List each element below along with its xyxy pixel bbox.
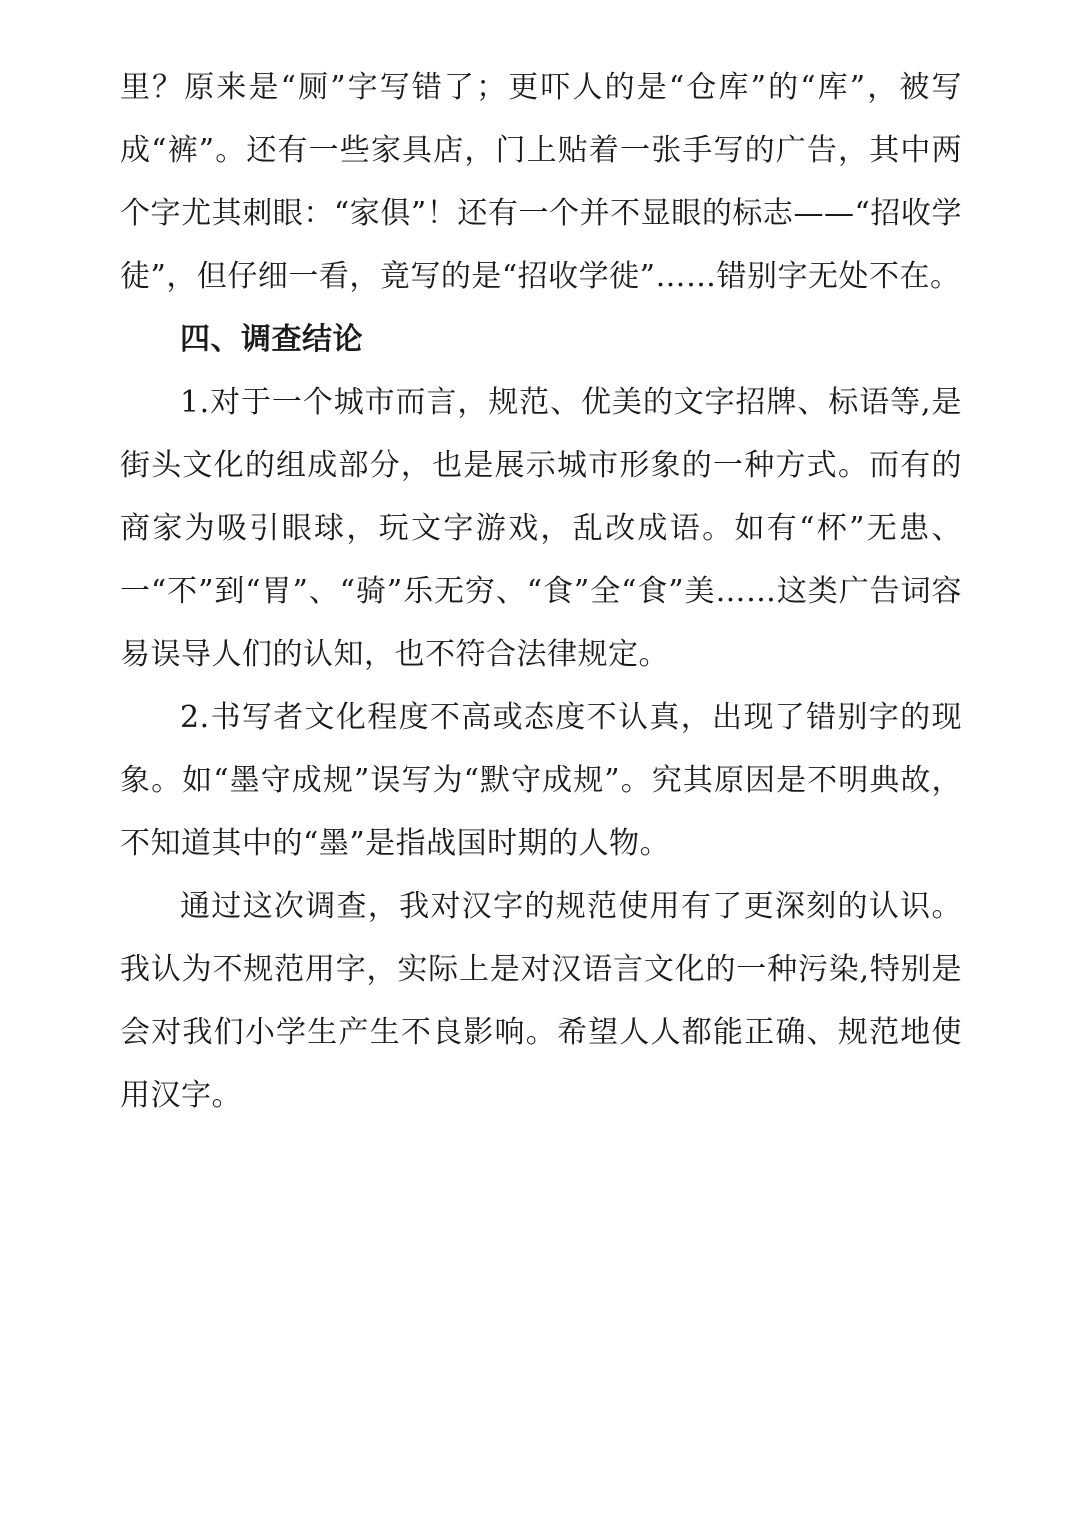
paragraph-point-2: 2.书写者文化程度不高或态度不认真，出现了错别字的现象。如“墨守成规”误写为“默守成规”。究其原因是不明典故，不知道其中的“墨”是指战国时期的人物。 <box>120 700 962 861</box>
paragraph-intro: 里？原来是“厕”字写错了；更吓人的是“仓库”的“库”，被写成“裤”。还有一些家具店，门上贴着一张手写的广告，其中两个字尤其刺眼：“家俱”！还有一个并不显眼的标志——“招收学徒”，但仔细一看，竟写的是“招收学徙”……错别字无处不在。 <box>120 70 962 294</box>
section-heading: 四、调查结论 <box>180 322 363 357</box>
paragraph-conclusion: 通过这次调查，我对汉字的规范使用有了更深刻的认识。我认为不规范用字，实际上是对汉语言文化的一种污染,特别是会对我们小学生产生不良影响。希望人人都能正确、规范地使用汉字。 <box>120 889 962 1113</box>
document-body <box>120 56 962 1127</box>
paragraph-point-1: 1.对于一个城市而言，规范、优美的文字招牌、标语等,是街头文化的组成部分，也是展示城市形象的一种方式。而有的商家为吸引眼球，玩文字游戏，乱改成语。如有“杯”无患、一“不”到“胃”、“骑”乐无穷、“食”全“食”美……这类广告词容易误导人们的认知，也不符合法律规定。 <box>120 385 962 672</box>
